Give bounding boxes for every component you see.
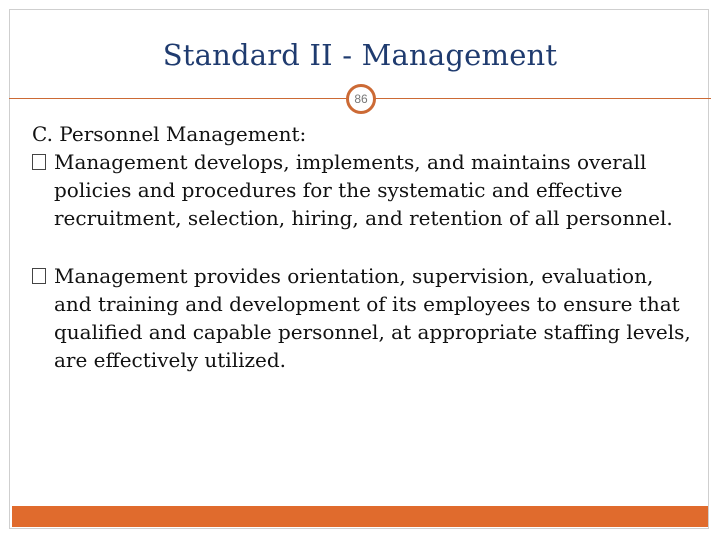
bullet-item: [32, 148, 692, 232]
bullet-text: Management provides orientation, supervision, evaluation, and training and development of its employees to ensure that qualified and capable personnel, at appropriate staffing levels, are effectively utilized.: [54, 264, 691, 372]
section-subheading: C. Personnel Management:: [32, 122, 307, 146]
bullet-box-icon: [32, 154, 46, 170]
slide-body: [32, 120, 692, 374]
bullet-box-icon: [32, 268, 46, 284]
bullet-item: [32, 262, 692, 374]
slide-title: Standard II - Management: [162, 38, 558, 72]
bullet-text: Management develops, implements, and maintains overall policies and procedures for the systematic and effective recruitment, selection, hiring, and retention of all personnel.: [54, 150, 673, 230]
page-number-badge: 86: [346, 84, 376, 114]
footer-bar: [12, 506, 708, 527]
